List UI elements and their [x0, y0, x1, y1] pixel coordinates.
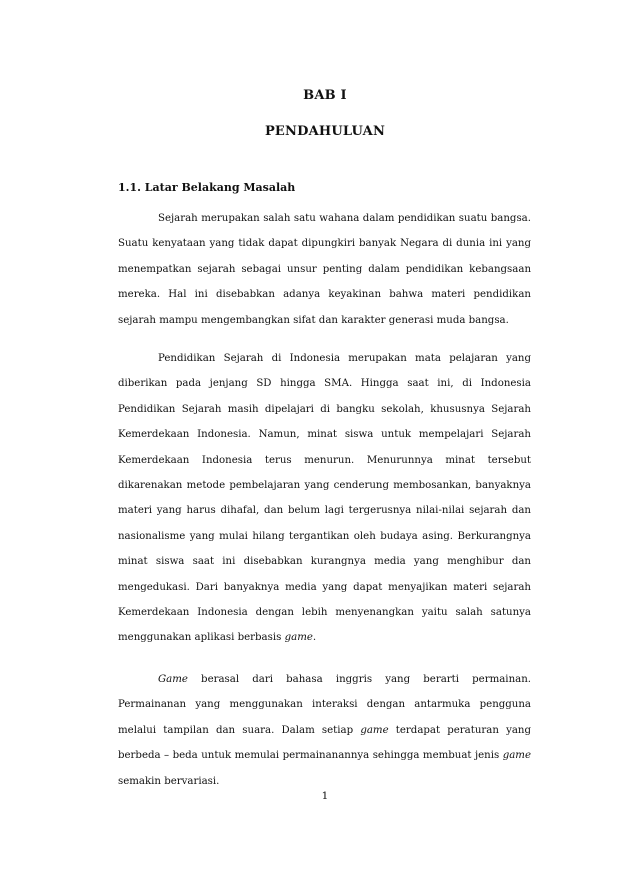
paragraph-1 — [118, 206, 531, 333]
paragraph-3-italic-game-2: game — [360, 724, 389, 736]
paragraph-2-end: . — [312, 632, 317, 644]
paragraph-3-part-b: terdapat peraturan yang berbeda – beda untuk memulai permainanannya sehingga membuat jenis — [118, 724, 532, 762]
paragraph-3-italic-game-3: game — [502, 750, 531, 762]
section-heading: 1.1. Latar Belakang Masalah — [118, 181, 296, 194]
page-number: 1 — [321, 790, 329, 802]
paragraph-3 — [118, 667, 531, 794]
paragraph-2-italic-game: game — [284, 632, 313, 644]
paragraph-3-italic-game-1: Game — [158, 674, 188, 685]
chapter-label: BAB I — [303, 88, 347, 103]
paragraph-2 — [118, 346, 531, 651]
paragraph-2-text — [118, 346, 531, 651]
paragraph-1-text: Sejarah merupakan salah satu wahana dalam pendidikan suatu bangsa. Suatu kenyataan yang tidak dapat dipungkiri banyak Negara di dunia ini yang menempatkan sejarah sebagai unsur penting dalam pendidikan kebangsaan mereka. Hal ini disebabkan adanya keyakinan bahwa materi pendidikan sejarah mampu mengembangkan sifat dan karakter generasi muda bangsa. — [118, 213, 531, 326]
paragraph-3-text — [118, 667, 531, 794]
paragraph-3-part-a: berasal dari bahasa inggris yang berarti permainan. Permainanan yang menggunakan interaksi dengan antarmuka pengguna melalui tampilan dan suara. Dalam setiap — [118, 674, 531, 736]
paragraph-2-main: Pendidikan Sejarah di Indonesia merupakan mata pelajaran yang diberikan pada jenjang SD hingga SMA. Hingga saat ini, di Indonesia Pendidikan Sejarah masih dipelajari di bangku sekolah, khususnya Sejarah Kemerdekaan Indonesia. Namun, minat siswa untuk mempelajari Sejarah Kemerdekaan Indonesia terus menurun. Menurunnya minat tersebut dikarenakan metode pembelajaran yang cenderung membosankan, banyaknya materi yang harus dihafal, dan belum lagi tergerusnya nilai-nilai sejarah dan nasionalisme yang mulai hilang tergantikan oleh budaya asing. Berkurangnya minat siswa saat ini disebabkan kurangnya media yang menghibur dan mengedukasi. Dari banyaknya media yang dapat menyajikan materi sejarah Kemerdekaan Indonesia dengan lebih menyenangkan yaitu salah satunya menggunakan aplikasi berbasis — [118, 353, 531, 644]
paragraph-3-part-c: semakin bervariasi. — [118, 775, 220, 787]
chapter-title: PENDAHULUAN — [264, 124, 386, 139]
